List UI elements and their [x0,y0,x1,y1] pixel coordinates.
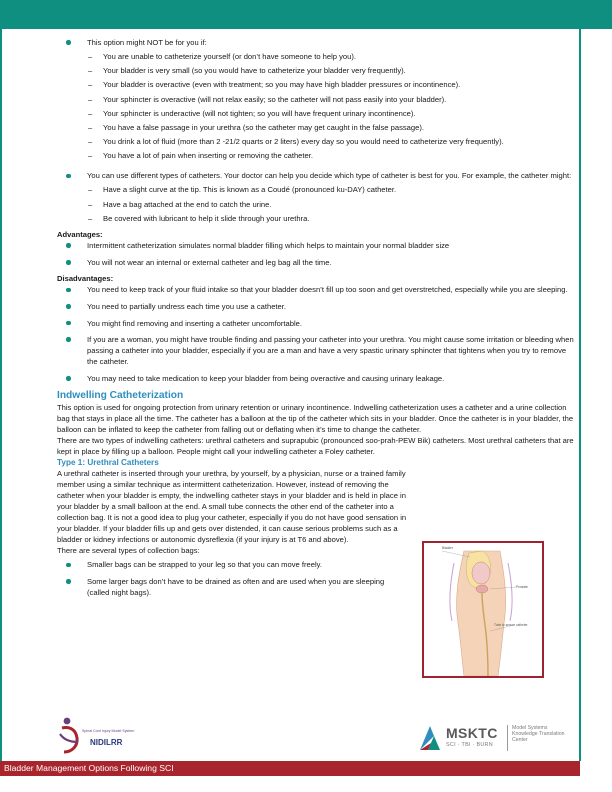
model-system-name: Spinal Cord Injury Model System [82,729,135,733]
disadvantages-list [57,284,575,383]
list-item: Smaller bags can be strapped to your leg so that you can move freely. [57,559,407,570]
msktc-logo [418,722,576,756]
sub-list [87,51,575,161]
sub-list [87,184,575,223]
center-line: Knowledge Translation [512,731,565,738]
figure-label: Bladder [442,546,453,550]
advantages-list [57,240,575,268]
sub-item: – You drink a lot of fluid (more than 2 -21/2 quarts or 2 liters) every day so you would need to catheterize very frequently). [87,136,575,147]
logo-divider [507,725,508,751]
center-line: Center [512,737,528,744]
figure-label: Prostate [516,585,528,589]
sub-item: – Have a bag attached at the end to catch the urine. [87,199,575,210]
list-item [57,37,575,161]
list-item: You need to partially undress each time you use a catheter. [57,301,575,312]
sub-item: – Have a slight curve at the tip. This is known as a Coudé (pronounced ku-DAY) catheter. [87,184,575,195]
list-item: You may need to take medication to keep your bladder from being overactive and causing urinary leakage. [57,373,575,384]
anatomy-drawing [424,543,542,676]
footer-title: Bladder Management Options Following SCI [4,763,174,773]
list-item [57,170,575,223]
msktc-tagline: SCI · TBI · BURN [446,742,493,748]
sub-item: – Your sphincter is underactive (will not tighten; so you will have frequent urinary incontinence). [87,108,575,119]
list-item-lead: This option might NOT be for you if: [87,38,207,47]
sub-item: – Your bladder is very small (so you would have to catheterize your bladder very frequently). [87,65,575,76]
advantages-label: Advantages: [57,230,103,240]
left-border [0,29,2,761]
list-item-lead: You can use different types of catheters. Your doctor can help you decide which type of catheter is best for you. For example, the catheter might: [87,171,572,181]
urethral-catheter-illustration [422,541,544,678]
list-item: You need to keep track of your fluid intake so that your bladder doesn’t fill up too soon and get overstretched, especially while you are sleeping. [57,284,575,295]
sub-item: – You have a lot of pain when inserting or removing the catheter. [87,150,575,161]
figure-label: Tube to secure catheter [494,623,528,627]
sub-item: – Be covered with lubricant to help it slide through your urethra. [87,213,575,224]
type1-paragraph: A urethral catheter is inserted through your urethra, by yourself, by a physician, nurse or a trained family member using a similar technique as intermittent catheterization. However, instead of removing the catheter when your bladder is empty, the indwelling catheter stays in your bladder and is held in place in your bladder by a small balloon at the end. A small tube connects the other end of the catheter into a collection bag. It is not a good idea to plug your catheter, especially if you do not have good sensation in your bladder. If your bladder fills up and gets over distended, it can cause serious problems such as a bladder or kidney infections or autonomic dysreflexia (if your injury is at T6 and above). [57,469,407,545]
sci-model-system-logo [56,716,166,756]
msktc-wordmark: MSKTC [446,725,498,741]
right-border [579,29,581,761]
msktc-mark-icon [418,724,442,752]
footer-bar [0,761,580,776]
list-item: You will not wear an internal or external catheter and leg bag all the time. [57,257,575,268]
disadvantages-label: Disadvantages: [57,274,114,284]
header-band [0,0,612,29]
list-item: Some larger bags don’t have to be drained as often and are used when you are sleeping (called night bags). [57,576,407,598]
indwelling-heading: Indwelling Catheterization [57,390,184,402]
list-item: If you are a woman, you might have trouble finding and passing your catheter into your urethra. You might cause some irritation or bleeding when passing a catheter into your bladder, especially if you are a man and have a very spastic urinary sphincter that tightens when you try to remove the catheter. [57,334,575,367]
main-content [57,37,575,604]
nidilrr-wordmark: NIDILRR [90,738,123,747]
list-item: Intermittent catheterization simulates normal bladder filling which helps to maintain your normal bladder size [57,240,575,251]
sub-item: – Your sphincter is overactive (will not relax easily; so the catheter will not pass easily into your bladder). [87,94,575,105]
type1-heading: Type 1: Urethral Catheters [57,458,159,468]
list-item: You might find removing and inserting a catheter uncomfortable. [57,318,575,329]
sub-item: – You are unable to catheterize yourself (or don’t have someone to help you). [87,51,575,62]
sub-item: – You have a false passage in your urethra (so the catheter may get caught in the false passage). [87,122,575,133]
bags-lead: There are several types of collection bags: [57,546,200,556]
indwelling-types-paragraph: There are two types of indwelling catheters: urethral catheters and suprapubic (pronounced soo-prah-PEW Bik) catheters. Most urethral catheters that are kept in place by filling up a balloon. People might call your indwelling catheter a Foley catheter. [57,436,574,457]
sub-item: – Your bladder is overactive (even with treatment; so you may have high bladder pressures or incontinence). [87,79,575,90]
indwelling-paragraph: This option is used for ongoing protection from urinary retention or urinary incontinence. Indwelling catheterization uses a catheter and a urine collection bag that stays in place all the time. The catheter has a balloon at the tip of the catheter which sits in your bladder. Once the catheter is in your bladder, the balloon can be inflated to keep the catheter from falling out or deflating when it’s time to change the catheter. [57,403,574,435]
not-for-you-list [57,37,575,224]
sci-person-icon [56,716,86,754]
center-line: Model Systems [512,725,548,731]
msktc-center-name [512,725,565,744]
